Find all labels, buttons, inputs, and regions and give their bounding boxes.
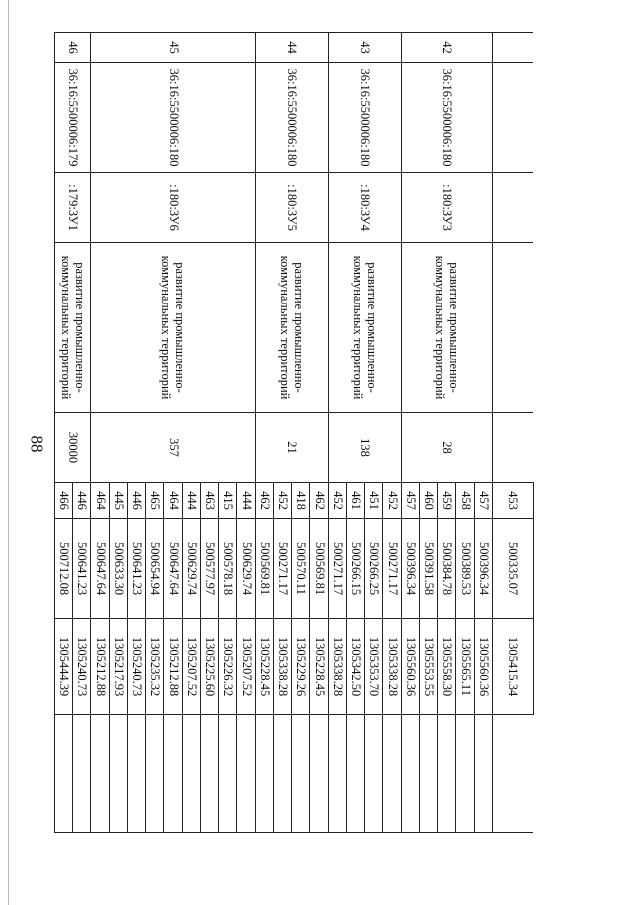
empty-cell [55,715,73,833]
point-number: 453 [493,483,534,519]
x-coordinate: 500271.17 [328,519,346,619]
empty-cell [474,715,492,833]
x-coordinate: 500271.17 [383,519,401,619]
point-number: 444 [182,483,200,519]
page-number: 88 [27,435,47,453]
point-number: 457 [401,483,419,519]
empty-cell [493,243,534,413]
empty-cell [438,715,456,833]
empty-cell [146,715,164,833]
y-coordinate: 1305217.93 [109,619,127,715]
empty-cell [109,715,127,833]
y-coordinate: 1305565.11 [456,619,474,715]
cadastral-number: 36:16:5500006:179 [55,63,92,173]
empty-cell [401,715,419,833]
empty-cell [128,715,146,833]
point-number: 452 [328,483,346,519]
cadastral-number: 36:16:5500006:180 [401,63,492,173]
point-number: 418 [292,483,310,519]
point-number: 444 [237,483,255,519]
x-coordinate: 500396.34 [401,519,419,619]
x-coordinate: 500654.94 [146,519,164,619]
plot-id: :180:ЗУ4 [328,173,401,243]
x-coordinate: 500266.15 [347,519,365,619]
empty-cell [493,715,534,833]
plot-id: :180:ЗУ5 [255,173,328,243]
table-row [73,33,91,833]
y-coordinate: 1305338.28 [383,619,401,715]
y-coordinate: 1305558.30 [438,619,456,715]
y-coordinate: 1305353.70 [365,619,383,715]
x-coordinate: 500633.30 [109,519,127,619]
plot-number: 44 [255,33,328,63]
point-number: 462 [255,483,273,519]
plot-number: 45 [91,33,255,63]
empty-cell [237,715,255,833]
y-coordinate: 1305212.88 [91,619,109,715]
plot-id: :179:ЗУ1 [55,173,92,243]
point-number: 445 [109,483,127,519]
empty-cell [255,715,273,833]
y-coordinate: 1305226.32 [219,619,237,715]
y-coordinate: 1305229.26 [292,619,310,715]
table-row [493,33,534,833]
empty-cell [493,33,534,63]
point-number: 463 [201,483,219,519]
point-number: 465 [146,483,164,519]
point-number: 451 [365,483,383,519]
point-number: 452 [383,483,401,519]
point-number: 446 [128,483,146,519]
empty-cell [420,715,438,833]
plot-area: 28 [401,413,492,483]
plot-area: 30000 [55,413,92,483]
point-number: 461 [347,483,365,519]
empty-cell [292,715,310,833]
y-coordinate: 1305560.36 [401,619,419,715]
empty-cell [182,715,200,833]
empty-cell [493,413,534,483]
x-coordinate: 500335.07 [493,519,534,619]
x-coordinate: 500641.23 [128,519,146,619]
empty-cell [164,715,182,833]
register-body [55,33,534,833]
empty-cell [274,715,292,833]
x-coordinate: 500647.64 [91,519,109,619]
x-coordinate: 500712.08 [55,519,73,619]
empty-cell [310,715,328,833]
y-coordinate: 1305338.28 [328,619,346,715]
point-number: 452 [274,483,292,519]
plot-number: 43 [328,33,401,63]
register-table-rotated [54,32,534,832]
plot-area: 138 [328,413,401,483]
plot-id: :180:ЗУ6 [91,173,255,243]
usage-type: развитие промышленно-коммунальных территорий [91,243,255,413]
empty-cell [219,715,237,833]
empty-cell [328,715,346,833]
x-coordinate: 500391.58 [420,519,438,619]
point-number: 464 [164,483,182,519]
x-coordinate: 500569.81 [255,519,273,619]
empty-cell [201,715,219,833]
empty-cell [73,715,91,833]
point-number: 459 [438,483,456,519]
y-coordinate: 1305225.60 [201,619,219,715]
table-row [310,33,328,833]
y-coordinate: 1305207.52 [182,619,200,715]
empty-cell [493,173,534,243]
plot-area: 21 [255,413,328,483]
table-row [474,33,492,833]
empty-cell [456,715,474,833]
y-coordinate: 1305444.39 [55,619,73,715]
empty-cell [91,715,109,833]
plot-id: :180:ЗУ3 [401,173,492,243]
usage-type: развитие промышленно-коммунальных территорий [401,243,492,413]
x-coordinate: 500569.81 [310,519,328,619]
y-coordinate: 1305228.45 [310,619,328,715]
table-row [383,33,401,833]
usage-type: развитие промышленно-коммунальных территорий [328,243,401,413]
empty-cell [493,63,534,173]
point-number: 464 [91,483,109,519]
point-number: 466 [55,483,73,519]
empty-cell [365,715,383,833]
x-coordinate: 500577.97 [201,519,219,619]
point-number: 446 [73,483,91,519]
table-row [237,33,255,833]
cadastral-number: 36:16:5500006:180 [255,63,328,173]
usage-type: развитие промышленно-коммунальных территорий [255,243,328,413]
x-coordinate: 500384.78 [438,519,456,619]
page-edge-rule [8,0,9,905]
x-coordinate: 500396.34 [474,519,492,619]
y-coordinate: 1305240.73 [128,619,146,715]
empty-cell [383,715,401,833]
point-number: 457 [474,483,492,519]
point-number: 458 [456,483,474,519]
y-coordinate: 1305415.34 [493,619,534,715]
x-coordinate: 500629.74 [237,519,255,619]
x-coordinate: 500641.23 [73,519,91,619]
coordinates-register-table [54,32,534,833]
plot-number: 46 [55,33,92,63]
y-coordinate: 1305228.45 [255,619,273,715]
x-coordinate: 500389.53 [456,519,474,619]
y-coordinate: 1305212.88 [164,619,182,715]
y-coordinate: 1305338.28 [274,619,292,715]
point-number: 460 [420,483,438,519]
y-coordinate: 1305240.73 [73,619,91,715]
y-coordinate: 1305342.50 [347,619,365,715]
x-coordinate: 500570.11 [292,519,310,619]
plot-number: 42 [401,33,492,63]
y-coordinate: 1305207.52 [237,619,255,715]
cadastral-number: 36:16:5500006:180 [328,63,401,173]
x-coordinate: 500266.25 [365,519,383,619]
y-coordinate: 1305235.32 [146,619,164,715]
x-coordinate: 500578.18 [219,519,237,619]
x-coordinate: 500271.17 [274,519,292,619]
y-coordinate: 1305560.36 [474,619,492,715]
empty-cell [347,715,365,833]
x-coordinate: 500647.64 [164,519,182,619]
cadastral-number: 36:16:5500006:180 [91,63,255,173]
point-number: 415 [219,483,237,519]
x-coordinate: 500629.74 [182,519,200,619]
plot-area: 357 [91,413,255,483]
y-coordinate: 1305553.55 [420,619,438,715]
point-number: 462 [310,483,328,519]
usage-type: развитие промышленно-коммунальных территорий [55,243,92,413]
